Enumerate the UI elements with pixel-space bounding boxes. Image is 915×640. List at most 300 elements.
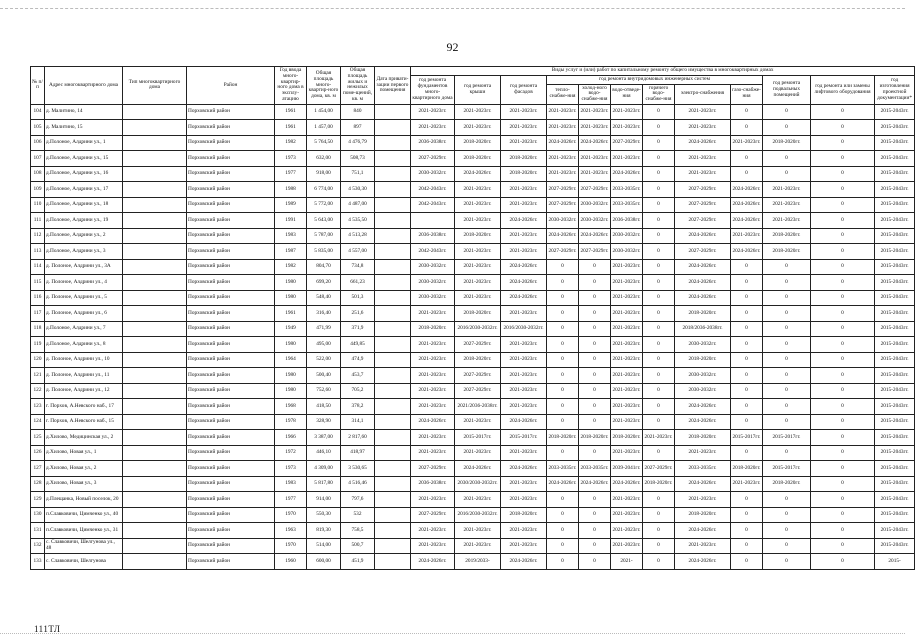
table-row bbox=[31, 275, 915, 291]
cell-gas: 2015-2017гг. bbox=[731, 430, 763, 446]
table-row bbox=[31, 197, 915, 213]
cell-privatization bbox=[375, 554, 411, 570]
cell-roof: 2021-2023гг. bbox=[455, 182, 501, 198]
cell-elec: 2024-2026гг. bbox=[675, 135, 731, 151]
cell-address: д. Полоное, Алдрини ул., 5 bbox=[45, 290, 123, 306]
cell-no: 128 bbox=[31, 476, 45, 492]
cell-lift: 0 bbox=[811, 352, 875, 368]
cell-basement: 0 bbox=[763, 104, 811, 120]
cell-basement: 0 bbox=[763, 306, 811, 322]
cell-hot: 0 bbox=[643, 151, 675, 167]
cell-living-area: 251,6 bbox=[341, 306, 375, 322]
cell-district: Порховский район bbox=[187, 414, 275, 430]
cell-basement: 2018-2020гг. bbox=[763, 228, 811, 244]
cell-heat: 2027-2029гг. bbox=[547, 197, 579, 213]
cell-address: д.Хилово, Новая ул., 2 bbox=[45, 461, 123, 477]
cell-year: 1988 bbox=[275, 182, 307, 198]
cell-elec: 2027-2029гг. bbox=[675, 197, 731, 213]
cell-hot: 0 bbox=[643, 414, 675, 430]
cell-hot: 0 bbox=[643, 166, 675, 182]
cell-living-area: 474,9 bbox=[341, 352, 375, 368]
cell-elec: 2027-2029гг. bbox=[675, 244, 731, 260]
cell-no: 108 bbox=[31, 166, 45, 182]
cell-elec: 2033-2035гг. bbox=[675, 461, 731, 477]
cell-lift: 0 bbox=[811, 368, 875, 384]
cell-privatization bbox=[375, 399, 411, 415]
cell-address: д.Хилово, Медицинская ул., 2 bbox=[45, 430, 123, 446]
cell-privatization bbox=[375, 104, 411, 120]
cell-heat: 2024-2026гг. bbox=[547, 228, 579, 244]
cell-district: Порховский район bbox=[187, 151, 275, 167]
cell-district: Порховский район bbox=[187, 461, 275, 477]
cell-elec: 2018-2020гг. bbox=[675, 430, 731, 446]
cell-roof: 2015-2017гг. bbox=[455, 430, 501, 446]
cell-no: 113 bbox=[31, 244, 45, 260]
cell-hot: 0 bbox=[643, 228, 675, 244]
cell-hot: 0 bbox=[643, 352, 675, 368]
cell-address: п.Славковичи, Цимченко ул., 31 bbox=[45, 523, 123, 539]
cell-cold: 0 bbox=[579, 554, 611, 570]
cell-cold: 0 bbox=[579, 321, 611, 337]
cell-basement: 0 bbox=[763, 445, 811, 461]
cell-gas: 0 bbox=[731, 445, 763, 461]
cell-heat: 0 bbox=[547, 554, 579, 570]
cell-hot: 0 bbox=[643, 399, 675, 415]
cell-facade: 2021-2023гг. bbox=[501, 399, 547, 415]
table-row bbox=[31, 135, 915, 151]
header-privatization: Дата привати-зации первого помещения bbox=[375, 67, 411, 105]
cell-roof: 2021-2023гг. bbox=[455, 523, 501, 539]
cell-type bbox=[123, 383, 187, 399]
cell-district: Порховский район bbox=[187, 476, 275, 492]
cell-basement: 0 bbox=[763, 523, 811, 539]
cell-no: 131 bbox=[31, 523, 45, 539]
cell-hot: 0 bbox=[643, 290, 675, 306]
cell-total-area: 471,99 bbox=[307, 321, 341, 337]
cell-no: 107 bbox=[31, 151, 45, 167]
cell-hot: 0 bbox=[643, 275, 675, 291]
cell-drain: 2021-2023гг. bbox=[611, 507, 643, 523]
cell-cold: 2021-2023гг. bbox=[579, 120, 611, 136]
cell-elec: 2021-2023гг. bbox=[675, 104, 731, 120]
cell-no: 124 bbox=[31, 414, 45, 430]
cell-total-area: 418,50 bbox=[307, 399, 341, 415]
cell-elec: 2024-2026гг. bbox=[675, 259, 731, 275]
cell-address: д. Малитино, 14 bbox=[45, 104, 123, 120]
cell-cold: 0 bbox=[579, 492, 611, 508]
cell-foundation: 2027-2029гг. bbox=[411, 461, 455, 477]
cell-address: д.Полоное, Алдрини ул., 7 bbox=[45, 321, 123, 337]
cell-foundation: 2024-2026гг. bbox=[411, 414, 455, 430]
cell-facade: 2021-2023гг. bbox=[501, 197, 547, 213]
cell-hot: 0 bbox=[643, 507, 675, 523]
cell-lift: 0 bbox=[811, 399, 875, 415]
cell-docs: 2015-2043гг. bbox=[875, 399, 915, 415]
cell-year: 1978 bbox=[275, 414, 307, 430]
cell-gas: 2024-2026гг. bbox=[731, 197, 763, 213]
cell-elec: 2027-2029гг. bbox=[675, 182, 731, 198]
cell-gas: 2018-2020гг. bbox=[731, 461, 763, 477]
cell-no: 122 bbox=[31, 383, 45, 399]
cell-year: 1972 bbox=[275, 445, 307, 461]
cell-hot: 0 bbox=[643, 368, 675, 384]
cell-gas: 0 bbox=[731, 414, 763, 430]
cell-no: 121 bbox=[31, 368, 45, 384]
cell-drain: 2024-2026гг. bbox=[611, 476, 643, 492]
cell-gas: 0 bbox=[731, 368, 763, 384]
cell-total-area: 918,00 bbox=[307, 166, 341, 182]
cell-elec: 2024-2026гг. bbox=[675, 275, 731, 291]
cell-living-area: 532 bbox=[341, 507, 375, 523]
cell-total-area: 5 643,00 bbox=[307, 213, 341, 229]
cell-gas: 0 bbox=[731, 104, 763, 120]
table-row bbox=[31, 523, 915, 539]
cell-address: г. Порхов, А.Невского наб., 17 bbox=[45, 399, 123, 415]
cell-district: Порховский район bbox=[187, 135, 275, 151]
cell-roof: 2021/2036-2038гг. bbox=[455, 399, 501, 415]
cell-living-area: 705,2 bbox=[341, 383, 375, 399]
cell-docs: 2015-2043гг. bbox=[875, 151, 915, 167]
cell-privatization bbox=[375, 461, 411, 477]
cell-cold: 2033-2035гг. bbox=[579, 461, 611, 477]
cell-hot: 2018-2020гг. bbox=[643, 476, 675, 492]
cell-district: Порховский район bbox=[187, 445, 275, 461]
cell-privatization bbox=[375, 135, 411, 151]
cell-hot: 0 bbox=[643, 337, 675, 353]
cell-facade: 2024-2026гг. bbox=[501, 554, 547, 570]
cell-basement: 0 bbox=[763, 538, 811, 554]
cell-drain: 2021-2023гг. bbox=[611, 399, 643, 415]
cell-foundation: 2021-2023гг. bbox=[411, 306, 455, 322]
cell-no: 114 bbox=[31, 259, 45, 275]
cell-facade: 2021-2023гг. bbox=[501, 306, 547, 322]
cell-privatization bbox=[375, 228, 411, 244]
cell-district: Порховский район bbox=[187, 352, 275, 368]
cell-drain: 2021-2023гг. bbox=[611, 151, 643, 167]
cell-gas: 0 bbox=[731, 538, 763, 554]
table-row bbox=[31, 228, 915, 244]
cell-no: 123 bbox=[31, 399, 45, 415]
cell-drain: 2021-2023гг. bbox=[611, 352, 643, 368]
cell-drain: 2033-2035гг. bbox=[611, 182, 643, 198]
cell-district: Порховский район bbox=[187, 182, 275, 198]
cell-no: 132 bbox=[31, 538, 45, 554]
cell-drain: 2021-2023гг. bbox=[611, 321, 643, 337]
cell-address: д.Полоное, Алдрини ул., 15 bbox=[45, 151, 123, 167]
cell-foundation: 2030-2032гг. bbox=[411, 259, 455, 275]
cell-foundation: 2036-2038гг. bbox=[411, 228, 455, 244]
table-row bbox=[31, 337, 915, 353]
cell-no: 125 bbox=[31, 430, 45, 446]
cell-living-area: 418,97 bbox=[341, 445, 375, 461]
cell-drain: 2033-2035гг. bbox=[611, 197, 643, 213]
cell-lift: 0 bbox=[811, 275, 875, 291]
cell-no: 118 bbox=[31, 321, 45, 337]
cell-cold: 0 bbox=[579, 290, 611, 306]
cell-year: 1973 bbox=[275, 461, 307, 477]
cell-facade: 2021-2023гг. bbox=[501, 228, 547, 244]
cell-basement: 0 bbox=[763, 259, 811, 275]
cell-year: 1980 bbox=[275, 275, 307, 291]
cell-roof: 2018-2020гг. bbox=[455, 135, 501, 151]
cell-heat: 2018-2020гг. bbox=[547, 430, 579, 446]
cell-lift: 0 bbox=[811, 430, 875, 446]
cell-basement: 0 bbox=[763, 554, 811, 570]
cell-roof: 2030/2030-2032гг. bbox=[455, 476, 501, 492]
cell-basement: 2018-2020гг. bbox=[763, 135, 811, 151]
header-address: Адрес многоквартирного дома bbox=[45, 67, 123, 105]
cell-heat: 2024-2026гг. bbox=[547, 476, 579, 492]
cell-total-area: 5 817,80 bbox=[307, 476, 341, 492]
header-total-area: Общая площадь много-квартир-ного дома, кв. м bbox=[307, 67, 341, 105]
cell-privatization bbox=[375, 352, 411, 368]
cell-privatization bbox=[375, 383, 411, 399]
cell-year: 1980 bbox=[275, 337, 307, 353]
header-works-title: Виды услуг и (или) работ по капитальному ремонту общего имущества в многоквартирных домах bbox=[411, 67, 915, 76]
cell-hot: 0 bbox=[643, 213, 675, 229]
cell-docs: 2015-2043гг. bbox=[875, 368, 915, 384]
cell-year: 1982 bbox=[275, 135, 307, 151]
cell-year: 1980 bbox=[275, 368, 307, 384]
cell-total-area: 548,40 bbox=[307, 290, 341, 306]
cell-district: Порховский район bbox=[187, 213, 275, 229]
cell-hot: 0 bbox=[643, 554, 675, 570]
table-row bbox=[31, 151, 915, 167]
cell-drain: 2021-2023гг. bbox=[611, 538, 643, 554]
cell-docs: 2015-2043гг. bbox=[875, 337, 915, 353]
cell-total-area: 5 772,00 bbox=[307, 197, 341, 213]
cell-address: д.Полоное, Алдрини ул., 19 bbox=[45, 213, 123, 229]
cell-living-area: 751,1 bbox=[341, 166, 375, 182]
cell-drain: 2021-2023гг. bbox=[611, 337, 643, 353]
header-district: Район bbox=[187, 67, 275, 105]
cell-basement: 2021-2023гг. bbox=[763, 213, 811, 229]
cell-lift: 0 bbox=[811, 244, 875, 260]
cell-type bbox=[123, 197, 187, 213]
cell-district: Порховский район bbox=[187, 383, 275, 399]
cell-type bbox=[123, 306, 187, 322]
cell-cold: 0 bbox=[579, 275, 611, 291]
cell-type bbox=[123, 228, 187, 244]
cell-elec: 2024-2026гг. bbox=[675, 290, 731, 306]
cell-district: Порховский район bbox=[187, 321, 275, 337]
cell-foundation: 2021-2023гг. bbox=[411, 368, 455, 384]
cell-type bbox=[123, 414, 187, 430]
cell-foundation: 2021-2023гг. bbox=[411, 383, 455, 399]
header-roof: год ремонта крыши bbox=[455, 75, 501, 104]
cell-facade: 2021-2023гг. bbox=[501, 476, 547, 492]
cell-docs: 2015-2043гг. bbox=[875, 507, 915, 523]
cell-living-area: 4 513,28 bbox=[341, 228, 375, 244]
cell-no: 116 bbox=[31, 290, 45, 306]
cell-elec: 2021-2023гг. bbox=[675, 538, 731, 554]
cell-district: Порховский район bbox=[187, 306, 275, 322]
table-row bbox=[31, 290, 915, 306]
cell-living-area: 4 487,00 bbox=[341, 197, 375, 213]
cell-total-area: 1 454,00 bbox=[307, 104, 341, 120]
header-cold: холод-ного водо-снабже-ния bbox=[579, 84, 611, 104]
cell-address: с. Славковичи, Шелгунова bbox=[45, 554, 123, 570]
cell-foundation: 2021-2023гг. bbox=[411, 104, 455, 120]
cell-gas: 0 bbox=[731, 523, 763, 539]
cell-type bbox=[123, 275, 187, 291]
cell-gas: 2021-2023гг. bbox=[731, 228, 763, 244]
cell-gas: 0 bbox=[731, 290, 763, 306]
cell-total-area: 5 787,00 bbox=[307, 228, 341, 244]
cell-drain: 2021-2023гг. bbox=[611, 492, 643, 508]
cell-foundation: 2042-2043гг. bbox=[411, 197, 455, 213]
cell-cold: 2024-2026гг. bbox=[579, 135, 611, 151]
cell-total-area: 632,00 bbox=[307, 151, 341, 167]
cell-elec: 2024-2026гг. bbox=[675, 228, 731, 244]
cell-docs: 2015-2043гг. bbox=[875, 182, 915, 198]
cell-basement: 2021-2023гг. bbox=[763, 182, 811, 198]
cell-address: д.Полоное, Алдрини ул., 16 bbox=[45, 166, 123, 182]
table-row bbox=[31, 182, 915, 198]
cell-gas: 0 bbox=[731, 507, 763, 523]
cell-docs: 2015-2043гг. bbox=[875, 228, 915, 244]
cell-privatization bbox=[375, 182, 411, 198]
cell-roof: 2018-2020гг. bbox=[455, 228, 501, 244]
cell-total-area: 500,40 bbox=[307, 368, 341, 384]
cell-hot: 0 bbox=[643, 523, 675, 539]
cell-lift: 0 bbox=[811, 461, 875, 477]
cell-privatization bbox=[375, 120, 411, 136]
cell-year: 1961 bbox=[275, 120, 307, 136]
cell-elec: 2021-2023гг. bbox=[675, 166, 731, 182]
cell-elec: 2027-2029гг. bbox=[675, 213, 731, 229]
cell-foundation: 2021-2023гг. bbox=[411, 538, 455, 554]
cell-drain: 2018-2020гг. bbox=[611, 430, 643, 446]
cell-district: Порховский район bbox=[187, 554, 275, 570]
table-row bbox=[31, 321, 915, 337]
cell-roof: 2021-2023гг. bbox=[455, 492, 501, 508]
cell-roof: 2018-2020гг. bbox=[455, 306, 501, 322]
cell-privatization bbox=[375, 321, 411, 337]
cell-heat: 2024-2026гг. bbox=[547, 135, 579, 151]
cell-type bbox=[123, 554, 187, 570]
cell-type bbox=[123, 259, 187, 275]
cell-living-area: 371,9 bbox=[341, 321, 375, 337]
header-type: Тип многоквартирного дома bbox=[123, 67, 187, 105]
cell-district: Порховский район bbox=[187, 523, 275, 539]
cell-foundation: 2042-2043гг. bbox=[411, 244, 455, 260]
cell-cold: 0 bbox=[579, 337, 611, 353]
cell-facade: 2024-2026гг. bbox=[501, 213, 547, 229]
cell-foundation: 2021-2023гг. bbox=[411, 337, 455, 353]
cell-total-area: 3 387,00 bbox=[307, 430, 341, 446]
cell-no: 129 bbox=[31, 492, 45, 508]
cell-lift: 0 bbox=[811, 213, 875, 229]
cell-privatization bbox=[375, 213, 411, 229]
cell-gas: 0 bbox=[731, 352, 763, 368]
table-row bbox=[31, 352, 915, 368]
cell-type bbox=[123, 461, 187, 477]
cell-type bbox=[123, 430, 187, 446]
cell-heat: 0 bbox=[547, 523, 579, 539]
cell-address: д.Полоное, Алдрини ул., 18 bbox=[45, 197, 123, 213]
cell-address: д.Хилово, Новая ул., 3 bbox=[45, 476, 123, 492]
cell-year: 1970 bbox=[275, 538, 307, 554]
table-row bbox=[31, 399, 915, 415]
cell-lift: 0 bbox=[811, 166, 875, 182]
cell-total-area: 4 309,00 bbox=[307, 461, 341, 477]
cell-drain: 2021-2023гг. bbox=[611, 306, 643, 322]
cell-lift: 0 bbox=[811, 120, 875, 136]
table-row bbox=[31, 476, 915, 492]
cell-roof: 2021-2023гг. bbox=[455, 213, 501, 229]
cell-privatization bbox=[375, 275, 411, 291]
cell-heat: 0 bbox=[547, 507, 579, 523]
cell-year: 1991 bbox=[275, 213, 307, 229]
cell-drain: 2030-2032гг. bbox=[611, 244, 643, 260]
cell-foundation: 2027-2029гг. bbox=[411, 507, 455, 523]
cell-address: д. Полоное, Алдрини ул., 11 bbox=[45, 368, 123, 384]
table-row bbox=[31, 538, 915, 554]
cell-no: 110 bbox=[31, 197, 45, 213]
cell-living-area: 378,2 bbox=[341, 399, 375, 415]
cell-basement: 0 bbox=[763, 492, 811, 508]
table-row bbox=[31, 104, 915, 120]
cell-lift: 0 bbox=[811, 523, 875, 539]
header-docs: год изготовления проектной документации* bbox=[875, 75, 915, 104]
cell-type bbox=[123, 399, 187, 415]
cell-heat: 2033-2035гг. bbox=[547, 461, 579, 477]
cell-cold: 2027-2029гг. bbox=[579, 182, 611, 198]
cell-cold: 0 bbox=[579, 368, 611, 384]
cell-facade: 2018-2020гг. bbox=[501, 166, 547, 182]
cell-elec: 2030-2032гг. bbox=[675, 368, 731, 384]
cell-facade: 2018-2020гг. bbox=[501, 507, 547, 523]
cell-living-area: 500,7 bbox=[341, 538, 375, 554]
cell-type bbox=[123, 321, 187, 337]
cell-docs: 2015-2043гг. bbox=[875, 197, 915, 213]
cell-district: Порховский район bbox=[187, 228, 275, 244]
cell-heat: 0 bbox=[547, 321, 579, 337]
cell-type bbox=[123, 213, 187, 229]
cell-type bbox=[123, 492, 187, 508]
cell-total-area: 522,00 bbox=[307, 352, 341, 368]
cell-foundation: 2021-2023гг. bbox=[411, 445, 455, 461]
cell-address: с. Славковичи, Шелгунова ул., 48 bbox=[45, 538, 123, 554]
cell-privatization bbox=[375, 290, 411, 306]
cell-docs: 2015-2043гг. bbox=[875, 120, 915, 136]
cell-cold: 0 bbox=[579, 352, 611, 368]
cell-hot: 0 bbox=[643, 135, 675, 151]
cell-lift: 0 bbox=[811, 228, 875, 244]
cell-cold: 2027-2029гг. bbox=[579, 244, 611, 260]
cell-roof: 2027-2029гг. bbox=[455, 337, 501, 353]
cell-heat: 0 bbox=[547, 538, 579, 554]
cell-lift: 0 bbox=[811, 554, 875, 570]
cell-lift: 0 bbox=[811, 538, 875, 554]
cell-cold: 2021-2023гг. bbox=[579, 166, 611, 182]
cell-district: Порховский район bbox=[187, 104, 275, 120]
cell-type bbox=[123, 120, 187, 136]
cell-facade: 2021-2023гг. bbox=[501, 352, 547, 368]
cell-basement: 0 bbox=[763, 368, 811, 384]
cell-type bbox=[123, 368, 187, 384]
cell-type bbox=[123, 135, 187, 151]
cell-no: 130 bbox=[31, 507, 45, 523]
cell-gas: 2021-2023гг. bbox=[731, 135, 763, 151]
header-no: № п/п bbox=[31, 67, 45, 105]
cell-heat: 0 bbox=[547, 445, 579, 461]
cell-total-area: 699,20 bbox=[307, 275, 341, 291]
cell-lift: 0 bbox=[811, 337, 875, 353]
cell-living-area: 661,23 bbox=[341, 275, 375, 291]
cell-living-area: 4 476,79 bbox=[341, 135, 375, 151]
